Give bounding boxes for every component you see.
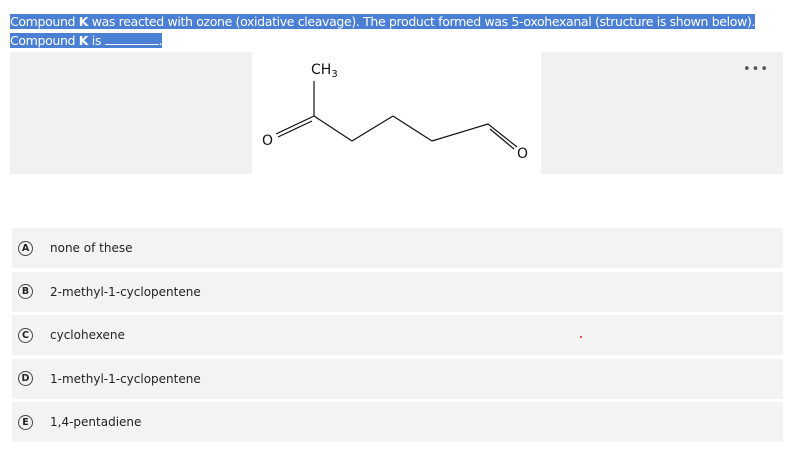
answer-blank [105,32,159,45]
question-line-2: Compound K is . [10,33,163,48]
chain-bond-2 [352,116,393,141]
option-label: 1-methyl-1-cyclopentene [50,371,201,386]
aldehyde-bond-second [490,129,514,149]
option-letter-badge: C [18,328,33,343]
option-b[interactable] [12,272,783,312]
option-label: 2-methyl-1-cyclopentene [50,284,201,299]
option-letter-badge: D [18,371,33,386]
chain-bond-3 [393,116,432,141]
more-options-icon[interactable]: ••• [742,62,769,77]
option-letter-badge: A [18,241,33,256]
oxygen-right-label: O [517,146,529,162]
cursor-dot [580,336,582,338]
compound-label: K [78,14,89,29]
chain-bond-1 [314,116,352,141]
figure-panel-left [10,52,252,174]
question-text [10,12,755,50]
option-letter-badge: E [18,415,33,430]
chemical-structure [252,52,541,174]
option-label: none of these [50,241,133,255]
option-d[interactable] [12,359,783,399]
option-e[interactable] [12,402,783,442]
carbonyl-bond-left-second [278,121,312,137]
option-label: cyclohexene [50,328,125,342]
option-letter-badge: B [18,284,33,299]
oxygen-left-label: O [262,133,274,149]
option-a[interactable] [12,228,783,268]
option-label: 1,4-pentadiene [50,415,142,429]
answer-options [12,228,783,446]
option-c[interactable] [12,315,783,355]
chain-bond-4 [432,124,488,141]
compound-label: K [78,33,89,48]
figure-panel-right [541,52,783,174]
question-line-1: Compound K was reacted with ozone (oxidative cleavage). The product formed was 5-oxohexanal (structure is shown below). [10,14,756,29]
aldehyde-bond [488,124,517,147]
carbonyl-bond-left [276,116,314,134]
methyl-label: $CH_3$ [311,62,338,80]
